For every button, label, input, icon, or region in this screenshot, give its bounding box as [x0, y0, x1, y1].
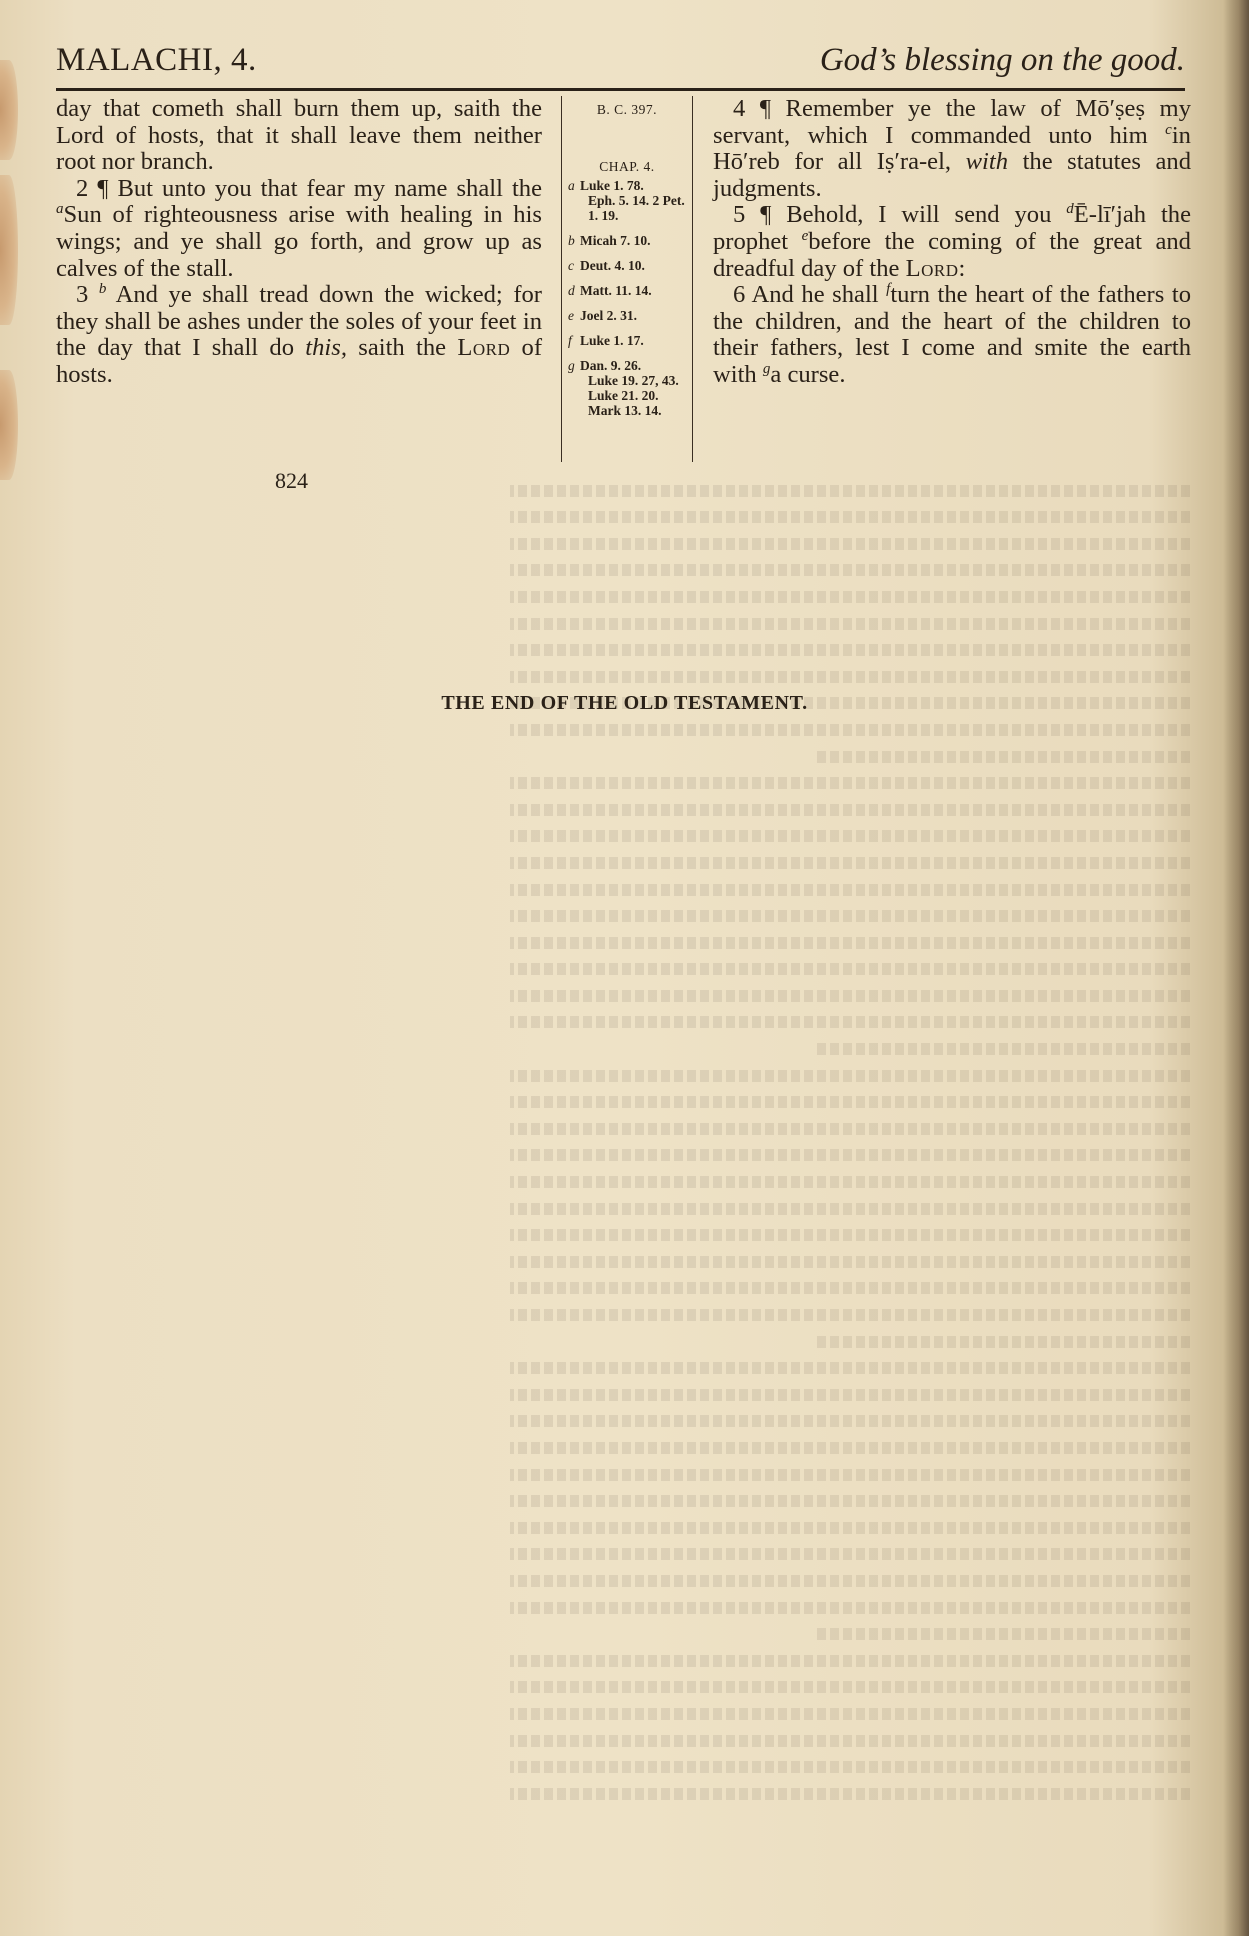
verse-1-continued: day that cometh shall burn them up, saith the Lord of hosts, that it shall leave them neither root nor branch. [56, 95, 542, 176]
reference-d: d Matt. 11. 14. [568, 283, 652, 298]
show-through-line [510, 1256, 1190, 1268]
show-through-line [510, 963, 1190, 975]
show-through-line [510, 591, 1190, 603]
show-through-line [510, 1655, 1190, 1667]
show-through-line [510, 884, 1190, 896]
reference-g: g Dan. 9. 26. Luke 19. 27, 43. Luke 21. 20. Mark 13. 14. [568, 358, 679, 418]
show-through-line [816, 1336, 1190, 1348]
show-through-line [510, 1362, 1190, 1374]
book-chapter-title: MALACHI, 4. [56, 42, 257, 78]
show-through-line [510, 1522, 1190, 1534]
show-through-line [510, 1495, 1190, 1507]
binding-mark [0, 370, 18, 480]
show-through-line [510, 1229, 1190, 1241]
verse-2: 2 ¶ But unto you that fear my name shall the $^a$Sun of righteousness arise with healing in his wings; and ye shall go forth, and grow up as calves of the stall. [56, 174, 542, 282]
show-through-line [510, 1176, 1190, 1188]
cross-ref-g: g [762, 360, 771, 377]
show-through-line [510, 1389, 1190, 1401]
reference-c: c Deut. 4. 10. [568, 258, 645, 273]
show-through-line [510, 1415, 1190, 1427]
show-through-line [510, 830, 1190, 842]
cross-ref-f: f [886, 280, 891, 297]
left-text-column [56, 96, 542, 389]
binding-mark [0, 60, 18, 160]
show-through-line [510, 990, 1190, 1002]
verse-6: 6 And he shall $^f$turn the heart of the fathers to the children, and the heart of the children to their fathers, lest I come and smite the earth with $^g$a curse. [713, 280, 1191, 388]
show-through-line [510, 1602, 1190, 1614]
show-through-line [510, 1096, 1190, 1108]
show-through-line [510, 1016, 1190, 1028]
reference-e: e Joel 2. 31. [568, 308, 637, 323]
show-through-line [510, 1681, 1190, 1693]
show-through-line [510, 1708, 1190, 1720]
show-through-line [510, 1282, 1190, 1294]
reference-b: b Micah 7. 10. [568, 233, 651, 248]
show-through-line [510, 1548, 1190, 1560]
binding-mark [0, 175, 18, 325]
show-through-line [510, 1442, 1190, 1454]
show-through-line [510, 1070, 1190, 1082]
verse-4: 4 ¶ Remember ye the law of Mō′ṣeṣ my servant, which I commanded unto him $^c$in Hō′reb for all Iṣ′ra-el, with the statutes and judgments. [713, 95, 1191, 202]
show-through-line [510, 857, 1190, 869]
page-edge-shadow [1223, 0, 1249, 1936]
cross-reference-column [561, 96, 693, 462]
end-of-testament-notice: THE END OF THE OLD TESTAMENT. [441, 692, 808, 714]
verse-5: 5 ¶ Behold, I will send you $^d$Ē-lī′jah the prophet $^e$before the coming of the great and dreadful day of the Lord: [713, 201, 1191, 282]
page-number: 824 [275, 468, 308, 493]
cross-ref-c: c [1165, 121, 1172, 138]
cross-ref-b: b [98, 280, 107, 297]
show-through-line [510, 724, 1190, 736]
show-through-line [510, 1203, 1190, 1215]
verse-3: 3 $^b$ And ye shall tread down the wicked; for they shall be ashes under the soles of your feet in the day that I shall do this, saith the Lord of hosts. [56, 280, 543, 388]
running-header [56, 38, 1185, 91]
cross-ref-d: d [1066, 201, 1074, 218]
show-through-line [510, 538, 1190, 550]
show-through-line [510, 1788, 1190, 1800]
show-through-line [510, 804, 1190, 816]
show-through-line [510, 1309, 1190, 1321]
show-through-line [510, 1735, 1190, 1747]
cross-ref-a: a [56, 201, 64, 218]
show-through-line [510, 937, 1190, 949]
reference-f: f Luke 1. 17. [568, 333, 644, 348]
show-through-line [510, 511, 1190, 523]
show-through-line [510, 910, 1190, 922]
chapter-marker: CHAP. 4. [599, 159, 655, 174]
show-through-line [510, 1469, 1190, 1481]
cross-ref-e: e [801, 227, 809, 244]
section-heading: God’s blessing on the good. [819, 42, 1185, 78]
show-through-line [510, 564, 1190, 576]
right-text-column [713, 96, 1191, 389]
show-through-line [816, 1628, 1190, 1640]
show-through-line [510, 1123, 1190, 1135]
show-through-line [510, 1575, 1190, 1587]
show-through-line [510, 777, 1190, 789]
show-through-line [510, 1149, 1190, 1161]
show-through-line [510, 618, 1190, 630]
show-through-line [510, 671, 1190, 683]
show-through-line [816, 751, 1190, 763]
show-through-line [816, 1043, 1190, 1055]
show-through-texture [510, 470, 1190, 1850]
show-through-line [510, 644, 1190, 656]
show-through-line [510, 485, 1190, 497]
date-marker: B. C. 397. [596, 102, 658, 117]
show-through-line [510, 1761, 1190, 1773]
reference-a: a Luke 1. 78. Eph. 5. 14. 2 Pet. 1. 19. [568, 178, 685, 223]
